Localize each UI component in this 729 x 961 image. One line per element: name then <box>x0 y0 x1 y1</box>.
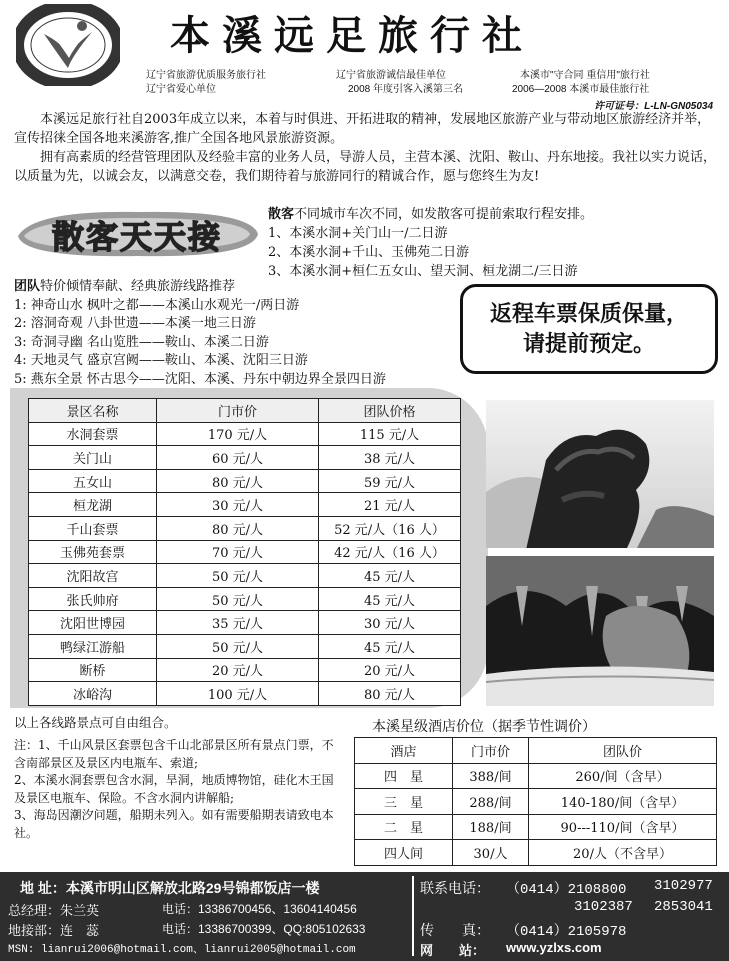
table-cell: 20/人（不含早） <box>529 840 717 866</box>
table-cell: 30 元/人 <box>319 611 461 635</box>
table-cell: 30 元/人 <box>157 493 319 517</box>
award-text: 辽宁省旅游诚信最佳单位 <box>336 70 446 81</box>
return-ticket-notice <box>460 284 718 374</box>
table-header-row <box>29 399 461 423</box>
table-row <box>29 540 461 564</box>
table-cell: 断桥 <box>29 658 157 682</box>
table-cell: 60 元/人 <box>157 446 319 470</box>
table-cell: 鸭绿江游船 <box>29 634 157 658</box>
scatter-desc: 不同城市车次不同，如发散客可提前索取行程安排。 <box>294 207 594 222</box>
scatter-section <box>268 204 718 281</box>
tour-item: 4: 天地灵气 盛京宫阙——鞍山、本溪、沈阳三日游 <box>14 353 308 368</box>
travel-agency-logo <box>16 4 120 86</box>
table-row <box>29 634 461 658</box>
table-cell: 50 元/人 <box>157 587 319 611</box>
hotel-price-table <box>354 737 717 866</box>
scatter-item: 1、本溪水洞+关门山一/二日游 <box>268 226 448 241</box>
table-cell: 388/间 <box>453 763 529 789</box>
table-cell: 170 元/人 <box>157 422 319 446</box>
mountain-photo <box>486 400 714 548</box>
table-cell: 水洞套票 <box>29 422 157 446</box>
table-cell: 关门山 <box>29 446 157 470</box>
notice-line: 返程车票保质保量， <box>489 301 688 326</box>
msn-contact: MSN: lianrui2006@hotmail.com、lianrui2005@hotmail.com <box>8 944 356 956</box>
attraction-price-table <box>28 398 461 706</box>
table-cell: 45 元/人 <box>319 634 461 658</box>
contact-number: 2853041 <box>654 899 713 915</box>
table-row <box>355 789 717 815</box>
table-header: 门市价 <box>453 738 529 764</box>
table-cell: 30/人 <box>453 840 529 866</box>
table-row <box>29 516 461 540</box>
table-cell: 四 星 <box>355 763 453 789</box>
tour-item: 5: 燕东全景 怀古思今——沈阳、本溪、丹东中朝边界全景四日游 <box>14 371 386 387</box>
agency-title: 本溪远足旅行社 <box>170 12 534 59</box>
table-cell: 42 元/人（16 人） <box>319 540 461 564</box>
manager-phone: 电话：13386700456、13604140456 <box>162 902 357 916</box>
table-cell: 21 元/人 <box>319 493 461 517</box>
tour-lead: 团队 <box>14 278 41 293</box>
award-text: 辽宁省爱心单位 <box>146 84 216 95</box>
table-header: 门市价 <box>157 399 319 423</box>
table-cell: 四人间 <box>355 840 453 866</box>
table-cell: 沈阳故宫 <box>29 564 157 588</box>
table-cell: 80 元/人 <box>157 516 319 540</box>
table-cell: 五女山 <box>29 469 157 493</box>
contact-footer <box>0 872 729 961</box>
table-cell: 45 元/人 <box>319 587 461 611</box>
table-row <box>29 658 461 682</box>
table-cell: 52 元/人（16 人） <box>319 516 461 540</box>
contact-label: 联系电话： <box>420 880 490 896</box>
table-cell: 20 元/人 <box>157 658 319 682</box>
award-text: 本溪市"守合同 重信用"旅行社 <box>520 70 650 81</box>
table-cell: 140-180/间（含早） <box>529 789 717 815</box>
award-text: 辽宁省旅游优质服务旅行社 <box>146 70 266 81</box>
cave-photo <box>486 556 714 706</box>
table-header: 团队价 <box>529 738 717 764</box>
table-cell: 桓龙湖 <box>29 493 157 517</box>
table-cell: 38 元/人 <box>319 446 461 470</box>
table-cell: 50 元/人 <box>157 564 319 588</box>
scatter-intro <box>268 204 718 224</box>
award-text: 2006—2008 本溪市最佳旅行社 <box>512 84 650 95</box>
award-text: 2008 年度引客入溪第三名 <box>348 84 464 95</box>
table-cell: 玉佛苑套票 <box>29 540 157 564</box>
table-row <box>29 682 461 706</box>
table-cell: 沈阳世博园 <box>29 611 157 635</box>
table-row <box>29 422 461 446</box>
scatter-item: 3、本溪水洞+桓仁五女山、望天洞、桓龙湖二/三日游 <box>268 264 578 279</box>
table-cell: 59 元/人 <box>319 469 461 493</box>
table-cell: 260/间（含早） <box>529 763 717 789</box>
ground-dept-phone: 电话：13386700399、QQ:805102633 <box>162 922 366 936</box>
tour-item: 2: 溶洞奇观 八卦世遗——本溪一地三日游 <box>14 316 256 331</box>
table-header-row <box>355 738 717 764</box>
table-cell: 45 元/人 <box>319 564 461 588</box>
intro-paragraph: 本溪远足旅行社自2003年成立以来，本着与时俱进、开拓进取的精神，发展地区旅游产业与带动地区旅游经济并举，宣传招徕全国各地来溪游客,推广全国各地风景旅游资源。 <box>14 112 711 146</box>
license-number: 许可证号：L-LN-GN05034 <box>594 101 713 112</box>
address: 地 址：本溪市明山区解放北路29号锦都饭店一楼 <box>20 880 320 896</box>
table-row <box>355 763 717 789</box>
scatter-lead: 散客 <box>268 206 295 221</box>
table-cell: 90---110/间（含早） <box>529 814 717 840</box>
table-header: 酒店 <box>355 738 453 764</box>
website-url[interactable]: www.yzlxs.com <box>506 940 602 955</box>
hotel-table-title: 本溪星级酒店价位（据季节性调价） <box>372 719 596 735</box>
table-header: 团队价格 <box>319 399 461 423</box>
table-cell: 千山套票 <box>29 516 157 540</box>
contact-number: 3102387 <box>574 899 633 915</box>
table-cell: 50 元/人 <box>157 634 319 658</box>
tour-item: 1: 神奇山水 枫叶之都——本溪山水观光一/两日游 <box>14 297 300 313</box>
fax-label: 传 真： <box>420 922 490 938</box>
table-cell: 张氏帅府 <box>29 587 157 611</box>
manager-name: 总经理：朱兰英 <box>8 903 100 918</box>
note-item: 注：1、千山风景区套票包含千山北部景区所有景点门票，不含南部景区及景区内电瓶车、索道; <box>14 738 334 770</box>
contact-number: 3102977 <box>654 878 713 894</box>
table-row <box>29 493 461 517</box>
note-item: 3、海岛因潮汐问题，船期未列入。如有需要船期表请致电本社。 <box>14 808 334 840</box>
table-row <box>29 587 461 611</box>
fax-number: （0414）2105978 <box>506 924 627 940</box>
tour-desc: 特价倾情奉献、经典旅游线路推荐 <box>40 279 236 294</box>
table-cell: 冰峪沟 <box>29 682 157 706</box>
table-cell: 80 元/人 <box>157 469 319 493</box>
tour-section <box>14 277 454 389</box>
table-cell: 70 元/人 <box>157 540 319 564</box>
ground-dept-name: 地接部：连 蕊 <box>8 923 100 938</box>
tour-intro <box>14 277 454 297</box>
table-header: 景区名称 <box>29 399 157 423</box>
table-row <box>29 611 461 635</box>
table-row <box>29 564 461 588</box>
notice-line: 请提前预定。 <box>522 331 655 356</box>
table-row <box>355 814 717 840</box>
table-cell: 35 元/人 <box>157 611 319 635</box>
intro-section <box>14 110 716 186</box>
contact-number: （0414）2108800 <box>506 882 627 898</box>
note-item: 2、本溪水洞套票包含水洞，旱洞，地质博物馆，硅化木王国及景区电瓶车、保险。不含水洞内讲解船; <box>14 773 334 805</box>
tour-item: 3: 奇洞寻幽 名山览胜——鞍山、本溪二日游 <box>14 334 269 350</box>
scatter-banner <box>14 206 260 260</box>
scatter-item: 2、本溪水洞+千山、玉佛苑二日游 <box>268 245 470 260</box>
combine-note: 以上各线路景点可自由组合。 <box>14 715 177 730</box>
notes-section <box>14 737 340 842</box>
table-cell: 288/间 <box>453 789 529 815</box>
table-cell: 115 元/人 <box>319 422 461 446</box>
table-cell: 80 元/人 <box>319 682 461 706</box>
table-row <box>355 840 717 866</box>
table-cell: 20 元/人 <box>319 658 461 682</box>
intro-paragraph: 拥有高素质的经营管理团队及经验丰富的业务人员，导游人员，主营本溪、沈阳、鞍山、丹东地接。我社以实力说话，以质量为先，以诚会友，以满意交卷，我们期待着与旅游同行的精诚合作，愿与您终生为友! <box>14 150 717 184</box>
table-row <box>29 446 461 470</box>
table-cell: 三 星 <box>355 789 453 815</box>
footer-divider <box>412 876 414 956</box>
table-cell: 100 元/人 <box>157 682 319 706</box>
website-label: 网 站： <box>420 943 486 958</box>
table-cell: 188/间 <box>453 814 529 840</box>
banner-text: 散客天天接 <box>51 219 222 255</box>
table-row <box>29 469 461 493</box>
table-cell: 二 星 <box>355 814 453 840</box>
